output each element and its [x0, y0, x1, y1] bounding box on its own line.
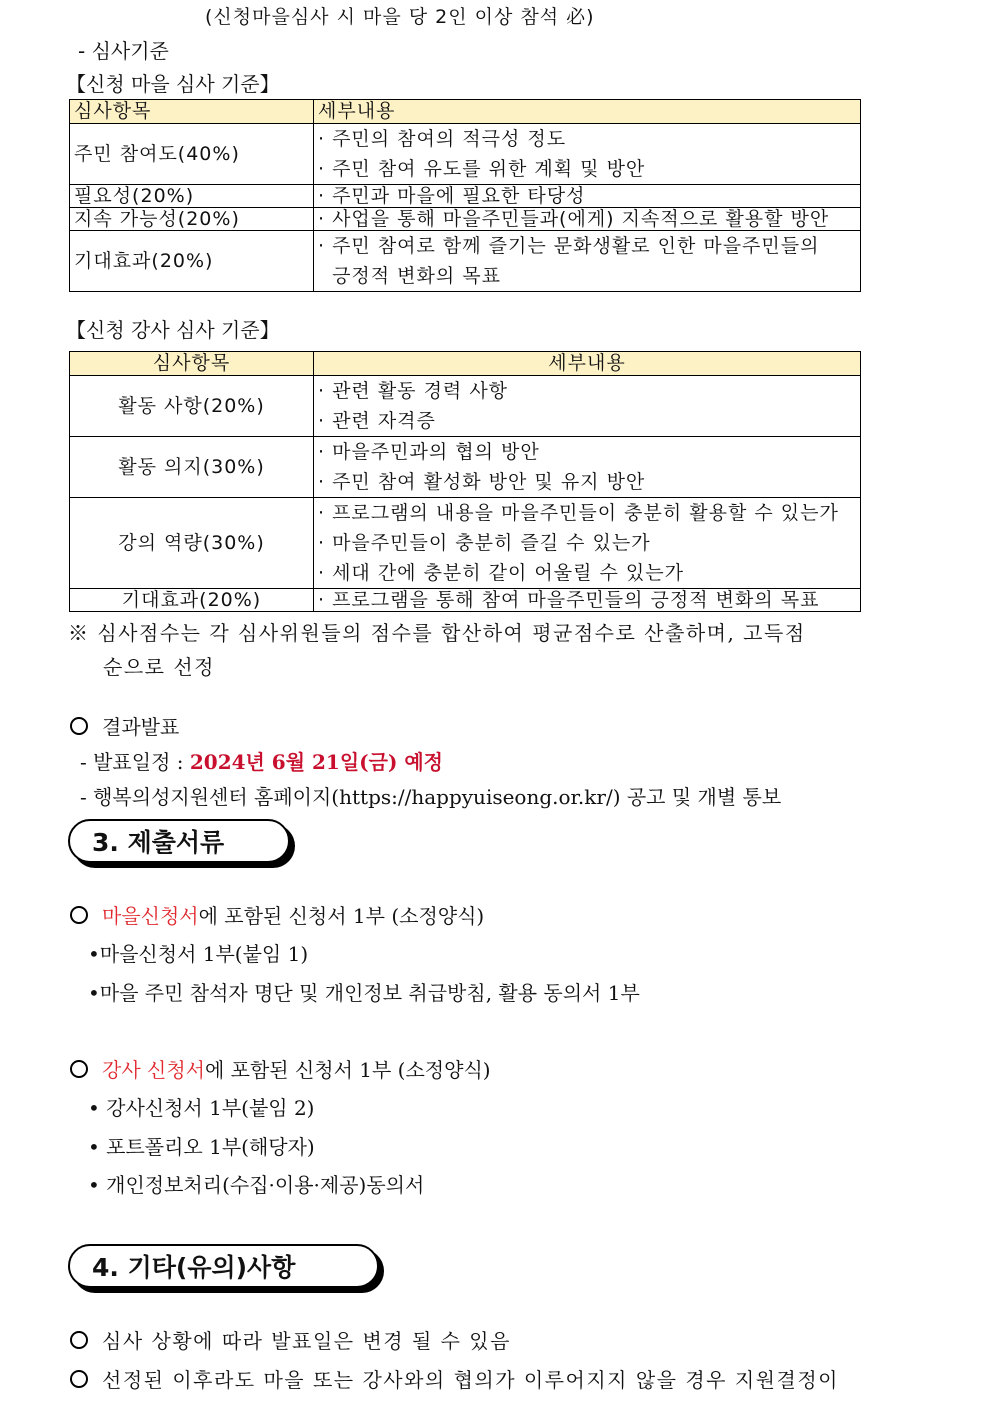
table-row [70, 437, 861, 498]
table-row [70, 498, 861, 589]
row-detail: · 주민과 마을에 필요한 타당성 [314, 185, 861, 208]
row-item: 활동 사항(20%) [70, 376, 314, 437]
row-detail: · 주민 참여 활성화 방안 및 유지 방안 [318, 471, 646, 493]
row-detail: · 프로그램의 내용을 마을주민들이 충분히 활용할 수 있는가 [318, 502, 839, 524]
section-4-title: 4. 기타(유의)사항 [68, 1244, 379, 1288]
row-detail: · 마을주민과의 협의 방안 [318, 441, 540, 463]
row-detail: · 주민 참여로 함께 즐기는 문화생활로 인한 마을주민들의 [318, 235, 820, 257]
village-doc-name: 마을신청서 [102, 904, 199, 928]
table-row [70, 124, 861, 185]
score-note-line1: ※ 심사점수는 각 심사위원들의 점수를 합산하여 평균점수로 산출하며, 고득점 [68, 621, 806, 645]
circle-bullet-icon [70, 1060, 88, 1078]
village-doc-item: •마을 주민 참석자 명단 및 개인정보 취급방침, 활용 동의서 1부 [88, 981, 640, 1005]
header-detail: 세부내용 [314, 100, 861, 124]
row-detail: · 관련 자격증 [318, 410, 436, 432]
header-detail: 세부내용 [314, 352, 861, 376]
table-row [70, 208, 861, 231]
row-detail: · 프로그램을 통해 참여 마을주민들의 긍정적 변화의 목표 [314, 589, 861, 612]
result-date-value: 2024년 6월 21일(금) 예정 [189, 750, 444, 774]
result-site: - 행복의성지원센터 홈페이지(https://happyuiseong.or.kr/) 공고 및 개별 통보 [80, 785, 782, 809]
row-detail: · 사업을 통해 마을주민들과(에게) 지속적으로 활용할 방안 [314, 208, 861, 231]
inst-doc-row [70, 1054, 491, 1083]
result-date-row [80, 746, 443, 775]
row-detail: · 주민의 참여의 적극성 정도 [318, 128, 567, 150]
row-detail: · 세대 간에 충분히 같이 어울릴 수 있는가 [318, 562, 684, 584]
village-doc-item: •마을신청서 1부(붙임 1) [88, 942, 309, 966]
row-item: 기대효과(20%) [70, 231, 314, 292]
row-item: 지속 가능성(20%) [70, 208, 314, 231]
section-3-title: 3. 제출서류 [68, 819, 290, 863]
table-header-row [70, 100, 861, 124]
village-doc-row [70, 900, 484, 929]
village-doc-desc: 에 포함된 신청서 1부 (소정양식) [198, 904, 485, 928]
circle-bullet-icon [70, 1370, 88, 1388]
row-detail: · 관련 활동 경력 사항 [318, 380, 509, 402]
row-item: 필요성(20%) [70, 185, 314, 208]
notice-item: 선정된 이후라도 마을 또는 강사와의 협의가 이루어지지 않을 경우 지원결정이 [102, 1368, 839, 1392]
inst-doc-item: • 포트폴리오 1부(해당자) [88, 1135, 315, 1159]
attendance-note: (신청마을심사 시 마을 당 2인 이상 참석 必) [205, 6, 595, 28]
circle-bullet-icon [70, 906, 88, 924]
row-detail: 긍정적 변화의 목표 [318, 265, 501, 287]
row-item: 강의 역량(30%) [70, 498, 314, 589]
village-criteria-table [69, 99, 861, 292]
notice-item-row [70, 1325, 511, 1354]
row-item: 활동 의지(30%) [70, 437, 314, 498]
result-date-label: - 발표일정 : [80, 750, 190, 774]
score-note-line2: 순으로 선정 [103, 655, 215, 679]
table-row [70, 589, 861, 612]
inst-doc-item: • 개인정보처리(수집·이용·제공)동의서 [88, 1173, 425, 1197]
inst-doc-desc: 에 포함된 신청서 1부 (소정양식) [204, 1058, 491, 1082]
row-detail: · 주민 참여 유도를 위한 계획 및 방안 [318, 158, 646, 180]
criteria-heading: - 심사기준 [78, 39, 169, 63]
instructor-criteria-title: 【신청 강사 심사 기준】 [66, 318, 280, 342]
notice-item: 심사 상황에 따라 발표일은 변경 될 수 있음 [102, 1329, 511, 1353]
table-header-row [70, 352, 861, 376]
row-item: 기대효과(20%) [70, 589, 314, 612]
notice-item-row [70, 1364, 839, 1393]
header-item: 심사항목 [70, 352, 314, 376]
row-detail: · 마을주민들이 충분히 즐길 수 있는가 [318, 532, 651, 554]
result-heading: 결과발표 [102, 715, 180, 739]
table-row [70, 185, 861, 208]
row-item: 주민 참여도(40%) [70, 124, 314, 185]
instructor-criteria-table [69, 351, 861, 612]
inst-doc-name: 강사 신청서 [102, 1058, 205, 1082]
table-row [70, 376, 861, 437]
circle-bullet-icon [70, 717, 88, 735]
header-item: 심사항목 [70, 100, 314, 124]
table-row [70, 231, 861, 292]
result-heading-row [70, 711, 179, 740]
circle-bullet-icon [70, 1331, 88, 1349]
inst-doc-item: • 강사신청서 1부(붙임 2) [88, 1096, 315, 1120]
village-criteria-title: 【신청 마을 심사 기준】 [66, 72, 280, 96]
